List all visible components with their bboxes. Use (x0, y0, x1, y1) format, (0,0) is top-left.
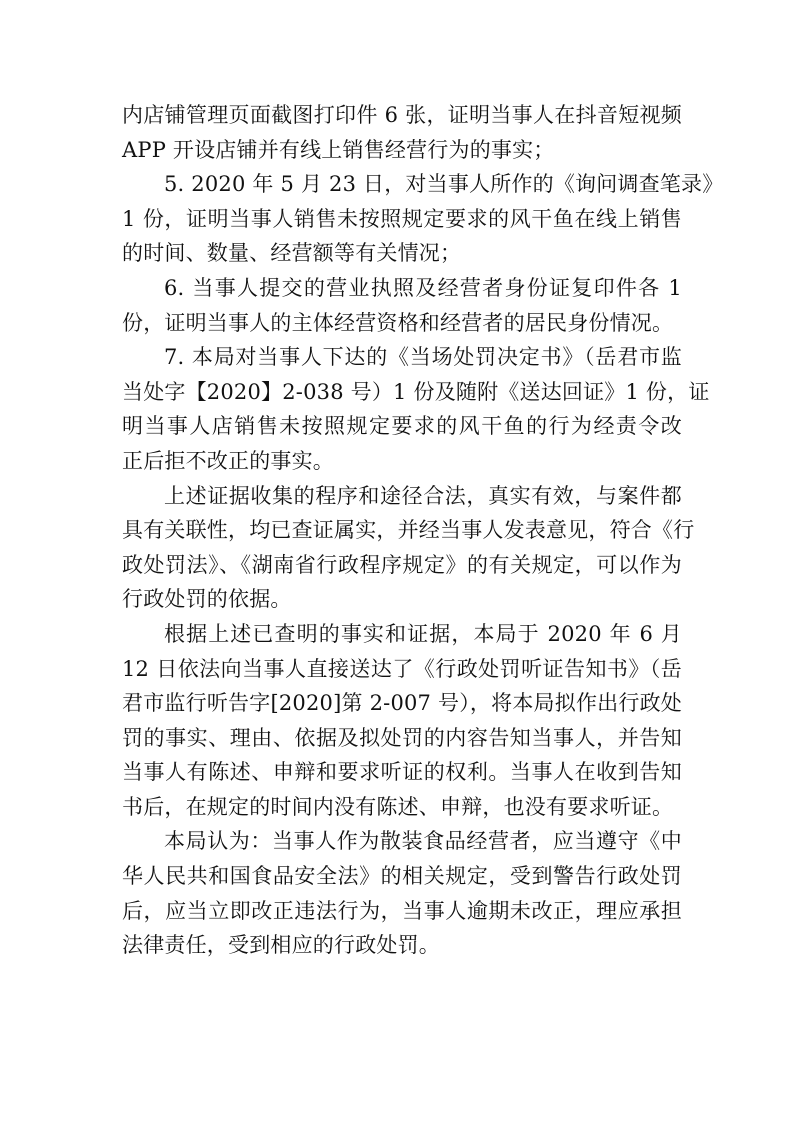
body-line: 根据上述已查明的事实和证据，本局于 2020 年 6 月 (164, 621, 682, 646)
body-line: 6. 当事人提交的营业执照及经营者身份证复印件各 1 (164, 275, 682, 300)
body-line: 1 份，证明当事人销售未按照规定要求的风干鱼在线上销售 (122, 206, 682, 231)
body-line: 政处罚法》、《湖南省行政程序规定》的有关规定，可以作为 (122, 552, 682, 577)
body-line: 书后，在规定的时间内没有陈述、申辩，也没有要求听证。 (122, 794, 674, 819)
body-line: 后，应当立即改正违法行为，当事人逾期未改正，理应承担 (122, 898, 682, 923)
body-line: 正后拒不改正的事实。 (122, 448, 334, 473)
body-line: 行政处罚的依据。 (122, 587, 292, 612)
body-line: 上述证据收集的程序和途径合法，真实有效，与案件都 (164, 483, 682, 508)
body-line: 5. 2020 年 5 月 23 日，对当事人所作的《询问调查笔录》 (164, 172, 724, 197)
body-line: 份，证明当事人的主体经营资格和经营者的居民身份情况。 (122, 310, 674, 335)
body-line: 明当事人店销售未按照规定要求的风干鱼的行为经责令改 (122, 414, 682, 439)
body-line: 当事人有陈述、申辩和要求听证的权利。当事人在收到告知 (122, 760, 682, 785)
body-line: 7. 本局对当事人下达的《当场处罚决定书》（岳君市监 (164, 345, 682, 370)
body-line: 当处字【2020】2-038 号）1 份及随附《送达回证》1 份，证 (122, 379, 710, 404)
body-line: 罚的事实、理由、依据及拟处罚的内容告知当事人，并告知 (122, 725, 682, 750)
body-line: 本局认为：当事人作为散装食品经营者，应当遵守《中 (164, 829, 682, 854)
body-line: 的时间、数量、经营额等有关情况； (122, 241, 462, 266)
document-body (122, 98, 724, 963)
body-line: APP 开设店铺并有线上销售经营行为的事实； (122, 137, 555, 162)
body-line: 法律责任，受到相应的行政处罚。 (122, 933, 440, 958)
body-line: 华人民共和国食品安全法》的相关规定，受到警告行政处罚 (122, 864, 682, 889)
body-line: 具有关联性，均已查证属实，并经当事人发表意见，符合《行 (122, 518, 695, 543)
body-line: 内店铺管理页面截图打印件 6 张，证明当事人在抖音短视频 (122, 103, 682, 127)
body-line: 君市监行听告字[2020]第 2-007 号），将本局拟作出行政处 (122, 691, 682, 716)
body-line: 12 日依法向当事人直接送达了《行政处罚听证告知书》（岳 (122, 656, 682, 681)
